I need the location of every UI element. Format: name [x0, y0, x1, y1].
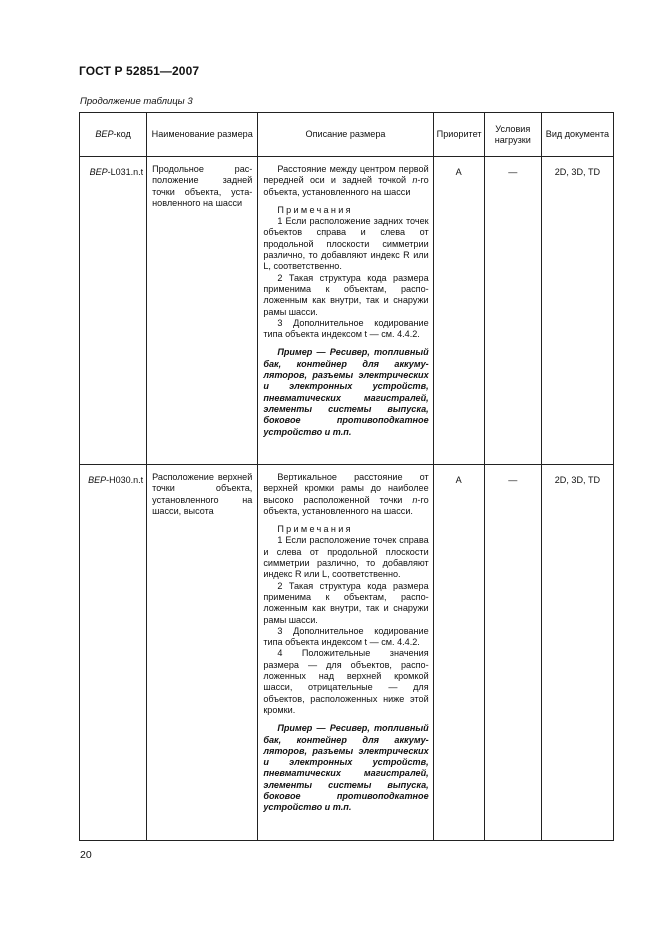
- cell-priority: A: [433, 465, 484, 841]
- cell-doc-type: 2D, 3D, TD: [541, 157, 613, 465]
- header-priority: Приоритет: [433, 113, 484, 157]
- cell-code: ВЕР-H030.n.t: [80, 465, 147, 841]
- table-caption: Продолжение таблицы 3: [80, 96, 193, 107]
- cell-description: [258, 157, 433, 465]
- note-item: 1 Если расположение задних точек объектов справа и слева от продольной плоскости симметрии различно, то добавляют индекс R или L, соответственно.: [263, 216, 429, 272]
- table-header: [80, 113, 614, 157]
- header-conditions: Условия нагрузки: [484, 113, 541, 157]
- cell-code: ВЕР-L031.n.t: [80, 157, 147, 465]
- cell-name: Расположение верхней точки объекта, установленного на шасси, высота: [147, 465, 258, 841]
- header-name: Наименование размера: [147, 113, 258, 157]
- header-doc-type: Вид документа: [541, 113, 613, 157]
- example-text: Пример — Ресивер, топливный бак, контейнер для аккумуляторов, разъемы электрических и электронных устройств, пневматических магистралей, элементы системы выпуска, боковое противоподкатное устройство и т.п.: [263, 723, 429, 813]
- document-title: ГОСТ Р 52851—2007: [79, 64, 200, 78]
- header-code: ВЕР-код: [80, 113, 147, 157]
- page-number: 20: [80, 849, 92, 861]
- description-text: Расстояние между центром первой передней оси и задней точкой n-го объекта, установленного на шасси: [263, 164, 429, 197]
- table-row: [80, 157, 614, 465]
- note-item: 3 Дополнительное кодирование типа объекта индексом t — см. 4.4.2.: [263, 625, 429, 648]
- dimensions-table: [79, 112, 614, 841]
- cell-description: [258, 465, 433, 841]
- note-item: 2 Такая структура кода размера применима к объектам, расположенным как внутри, так и снаружи рамы шасси.: [263, 272, 429, 317]
- note-item: 3 Дополнительное кодирование типа объекта индексом t — см. 4.4.2.: [263, 317, 429, 340]
- cell-priority: A: [433, 157, 484, 465]
- notes-heading: Примечания: [277, 524, 353, 535]
- header-description: Описание размера: [258, 113, 433, 157]
- note-item: 4 Положительные значения размера — для объектов, расположенных над верхней кромкой шасси, отрицательные — для объектов, расположенных ниже этой кромки.: [263, 648, 429, 715]
- note-item: 2 Такая структура кода размера применима к объектам, расположенным как внутри, так и снаружи рамы шасси.: [263, 580, 429, 625]
- header-row: [80, 113, 614, 157]
- cell-conditions: —: [484, 465, 541, 841]
- cell-doc-type: 2D, 3D, TD: [541, 465, 613, 841]
- note-item: 1 Если расположение точек справа и слева от продольной плоскости симметрии различно, то добавляют индекс R или L, соответственно.: [263, 535, 429, 580]
- table-row: [80, 465, 614, 841]
- cell-conditions: —: [484, 157, 541, 465]
- description-text: Вертикальное расстояние от верхней кромки рамы до наиболее высоко расположенной точки n-го объекта, установленного на шасси.: [263, 472, 429, 516]
- example-text: Пример — Ресивер, топливный бак, контейнер для аккумуляторов, разъемы электрических и электронных устройств, пневматических магистралей, элементы системы выпуска, боковое противоподкатное устройство и т.п.: [263, 347, 429, 437]
- cell-name: Продольное расположение задней точки объекта, установленного на шасси: [147, 157, 258, 465]
- notes-heading: Примечания: [277, 204, 353, 215]
